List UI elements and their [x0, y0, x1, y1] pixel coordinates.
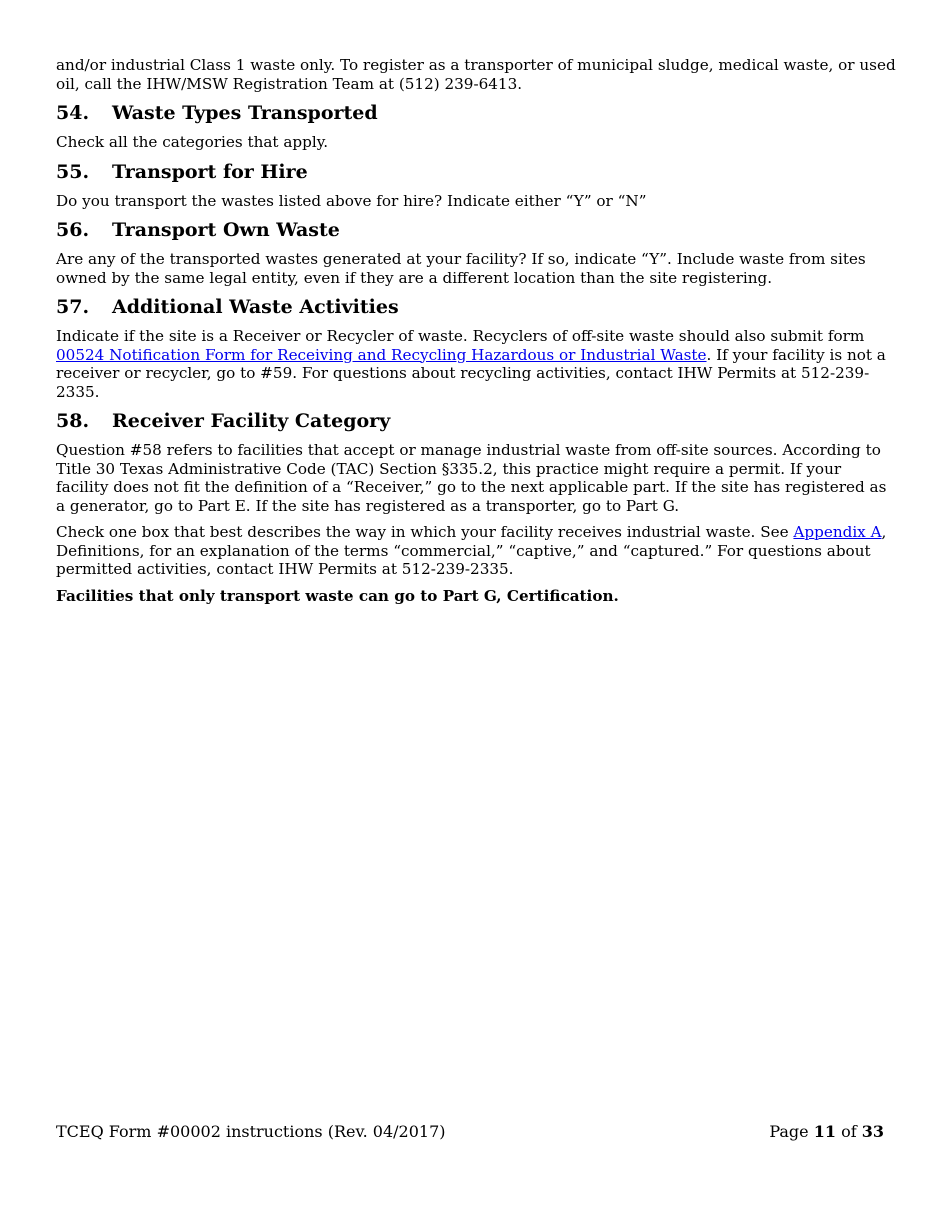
section-58-text: Question #58 refers to facilities that accept or manage industrial waste from off-site sources. According to Title 30 Texas Administrative Code (TAC) Section §335.2, this practice might require a permit. If your facility does not fit the definition of a “Receiver,” go to the next applicable part. If the site has registered as a generator, go to Part E. If the site has registered as a transporter, go to Part G. [56, 441, 887, 515]
section-title: Transport for Hire [112, 160, 308, 183]
section-56-heading [56, 218, 896, 242]
section-54-text: Check all the categories that apply. [56, 133, 329, 151]
section-title: Receiver Facility Category [112, 410, 391, 432]
text-segment: Indicate if the site is a Receiver or Recycler of waste. Recyclers of off-site waste should also submit form [56, 327, 865, 345]
section-number: 57. [56, 296, 90, 318]
section-title: Waste Types Transported [112, 102, 378, 124]
section-title: Additional Waste Activities [112, 296, 399, 318]
appendix-a-link[interactable]: Appendix A [793, 523, 882, 541]
section-54-heading [56, 101, 896, 125]
section-title: Transport Own Waste [112, 219, 340, 241]
intro-paragraph: and/or industrial Class 1 waste only. To register as a transporter of municipal sludge, medical waste, or used oil, call the IHW/MSW Registration Team at (512) 239-6413. [56, 56, 896, 93]
section-57-heading [56, 295, 896, 319]
section-56-text: Are any of the transported wastes generated at your facility? If so, indicate “Y”. Include waste from sites owned by the same legal entity, even if they are a different location than the site registering. [56, 250, 866, 287]
section-58-heading [56, 409, 896, 433]
page-current: 11 [813, 1122, 836, 1141]
section-number: 55. [56, 160, 90, 183]
text-segment: . If your facility is not a receiver or recycler, go to #59. For questions about recycling activities, contact IHW Permits at 512-239-2335. [56, 345, 886, 401]
section-58-note: Facilities that only transport waste can go to Part G, Certification. [56, 586, 619, 605]
section-57-text [56, 327, 896, 401]
document-body [56, 56, 896, 613]
page-footer [56, 1122, 884, 1142]
of-word: of [841, 1122, 857, 1141]
text-segment: Check one box that best describes the way in which your facility receives industrial waste. See [56, 523, 794, 541]
section-58-text-2 [56, 523, 896, 579]
text-segment: , Definitions, for an explanation of the terms “commercial,” “captive,” and “captured.” For questions about permitted activities, contact IHW Permits at 512-239-2335. [56, 523, 887, 578]
form-00524-link[interactable]: 00524 Notification Form for Receiving and Recycling Hazardous or Industrial Waste [56, 345, 707, 364]
form-label: TCEQ Form #00002 instructions (Rev. 04/2017) [56, 1122, 446, 1141]
section-55-text: Do you transport the wastes listed above for hire? Indicate either “Y” or “N” [56, 191, 647, 210]
page-number [769, 1122, 884, 1142]
page-word: Page [769, 1122, 809, 1141]
page-total: 33 [861, 1122, 884, 1141]
section-number: 56. [56, 219, 90, 241]
section-55-heading [56, 160, 896, 184]
section-number: 54. [56, 102, 90, 124]
section-number: 58. [56, 410, 90, 432]
